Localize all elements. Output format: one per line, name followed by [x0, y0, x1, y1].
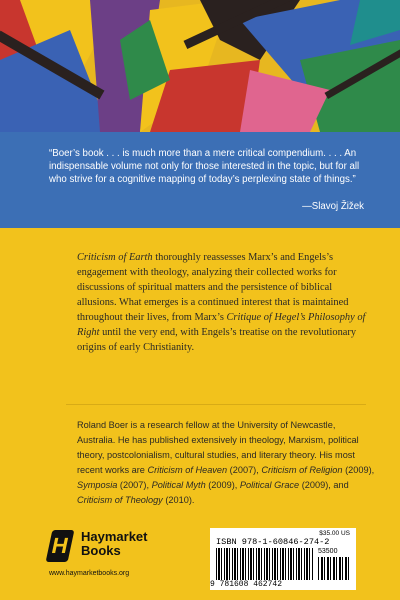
- book-political-myth: Political Myth: [151, 480, 206, 490]
- book-description: [77, 250, 367, 355]
- divider: [66, 404, 366, 405]
- quote-attribution: —Slavoj Žižek: [302, 201, 364, 212]
- haymarket-logo-icon: H: [46, 530, 75, 562]
- book-criticism-of-religion: Criticism of Religion: [261, 465, 343, 475]
- description-text-end: until the very end, with Engels’s treatise on the revolutionary origins of early Christianity.: [77, 327, 357, 353]
- endorsement-quote: “Boer’s book . . . is much more than a mere critical compendium. . . . An indispensable volume not only for those interested in the topic, but for all who strive for a cognitive mapping of today’s perplexing state of things.”: [49, 148, 360, 185]
- abstract-painting: [0, 0, 400, 132]
- publisher-url: www.haymarketbooks.org: [49, 570, 130, 577]
- publisher-name-line2: Books: [81, 543, 121, 558]
- book-political-grace: Political Grace: [239, 480, 300, 490]
- addon-barcode-bars: [318, 557, 350, 580]
- barcode: [210, 528, 356, 590]
- isbn: ISBN 978-1-60846-274-2: [216, 537, 330, 547]
- bio-year: (2007),: [227, 465, 262, 475]
- cited-work: Critique of Hegel’s Philosophy of Right: [77, 312, 366, 338]
- book-symposia: Symposia: [77, 480, 118, 490]
- description-text: thoroughly reassesses Marx’s and Engels’s engagement with theology, analyzing their collected works for discussions of spiritual matters and the persistence of biblical allusions. What emerges is a continued interest that is maintained throughout their lives, from Marx’s: [77, 252, 349, 323]
- bio-year: (2010).: [162, 495, 195, 505]
- author-bio: [77, 418, 375, 508]
- book-criticism-of-heaven: Criticism of Heaven: [147, 465, 228, 475]
- cover-art: [0, 0, 400, 132]
- price: $35.00 US: [319, 530, 350, 537]
- publisher-logo: [49, 530, 189, 580]
- price-addon-code: 53500: [318, 548, 338, 555]
- bio-year: (2009), and: [299, 480, 349, 490]
- publisher-name: [81, 530, 148, 558]
- book-title: Criticism of Earth: [77, 252, 153, 263]
- book-criticism-of-theology: Criticism of Theology: [77, 495, 163, 505]
- barcode-digits: 9 781608 462742: [210, 580, 283, 589]
- bio-year: (2009),: [342, 465, 375, 475]
- barcode-bars: [216, 548, 314, 580]
- bio-year: (2009),: [205, 480, 240, 490]
- bio-text: Roland Boer is a research fellow at the University of Newcastle, Australia. He has published extensively in theology, Marxism, political theory, postcolonialism, cultural studies, and literary theory. His most recent works are: [77, 420, 359, 475]
- publisher-name-line1: Haymarket: [81, 529, 148, 544]
- bio-year: (2007),: [117, 480, 152, 490]
